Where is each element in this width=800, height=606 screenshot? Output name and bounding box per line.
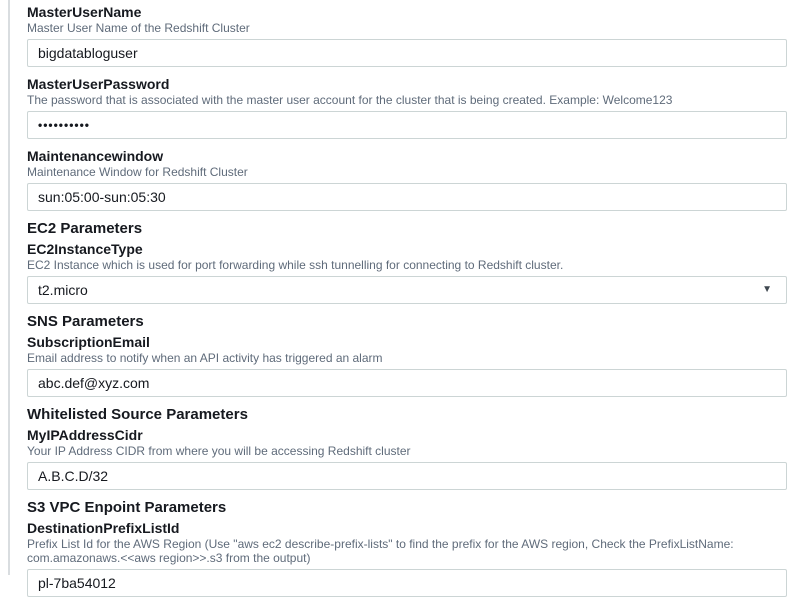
- section-heading-whitelisted-source-parameters: Whitelisted Source Parameters: [27, 406, 248, 423]
- section-heading-sns-parameters: SNS Parameters: [27, 313, 144, 330]
- ec2instancetype-description: EC2 Instance which is used for port forwarding while ssh tunnelling for connecting to Redshift cluster.: [27, 258, 564, 272]
- masteruserpassword-description: The password that is associated with the master user account for the cluster that is being created. Example: Welcome123: [27, 93, 673, 107]
- field-myipaddresscidr: [27, 427, 787, 490]
- ec2instancetype-selected-value: t2.micro: [38, 282, 88, 298]
- myipaddresscidr-description: Your IP Address CIDR from where you will be accessing Redshift cluster: [27, 444, 411, 458]
- destinationprefixlistid-label: DestinationPrefixListId: [27, 520, 180, 536]
- subscriptionemail-label: SubscriptionEmail: [27, 334, 150, 350]
- subscriptionemail-description: Email address to notify when an API activity has triggered an alarm: [27, 351, 383, 365]
- stack-parameters-form: [27, 4, 787, 606]
- panel-left-border: [8, 0, 10, 575]
- masteruserpassword-label: MasterUserPassword: [27, 76, 170, 92]
- maintenancewindow-description: Maintenance Window for Redshift Cluster: [27, 165, 248, 179]
- maintenancewindow-input[interactable]: [27, 183, 787, 211]
- ec2instancetype-select[interactable]: [27, 276, 787, 304]
- destinationprefixlistid-description: Prefix List Id for the AWS Region (Use "aws ec2 describe-prefix-lists" to find the prefix for the AWS region, Check the PrefixListName: com.amazonaws.<<aws region>>.s3 from the output): [27, 537, 734, 565]
- chevron-down-icon: ▼: [762, 284, 772, 295]
- section-heading-ec2-parameters: EC2 Parameters: [27, 220, 143, 237]
- section-heading-s3-vpc-endpoint-parameters: S3 VPC Enpoint Parameters: [27, 499, 227, 516]
- masterusername-input[interactable]: [27, 39, 787, 67]
- masterusername-label: MasterUserName: [27, 4, 142, 20]
- field-masterusername: [27, 4, 787, 67]
- field-masteruserpassword: [27, 76, 787, 139]
- maintenancewindow-label: Maintenancewindow: [27, 148, 164, 164]
- destinationprefixlistid-input[interactable]: [27, 569, 787, 597]
- subscriptionemail-input[interactable]: [27, 369, 787, 397]
- masterusername-description: Master User Name of the Redshift Cluster: [27, 21, 250, 35]
- field-ec2instancetype: [27, 241, 787, 304]
- myipaddresscidr-input[interactable]: [27, 462, 787, 490]
- masteruserpassword-input[interactable]: [27, 111, 787, 139]
- field-destinationprefixlistid: [27, 520, 787, 597]
- ec2instancetype-label: EC2InstanceType: [27, 241, 143, 257]
- field-subscriptionemail: [27, 334, 787, 397]
- myipaddresscidr-label: MyIPAddressCidr: [27, 427, 143, 443]
- field-maintenancewindow: [27, 148, 787, 211]
